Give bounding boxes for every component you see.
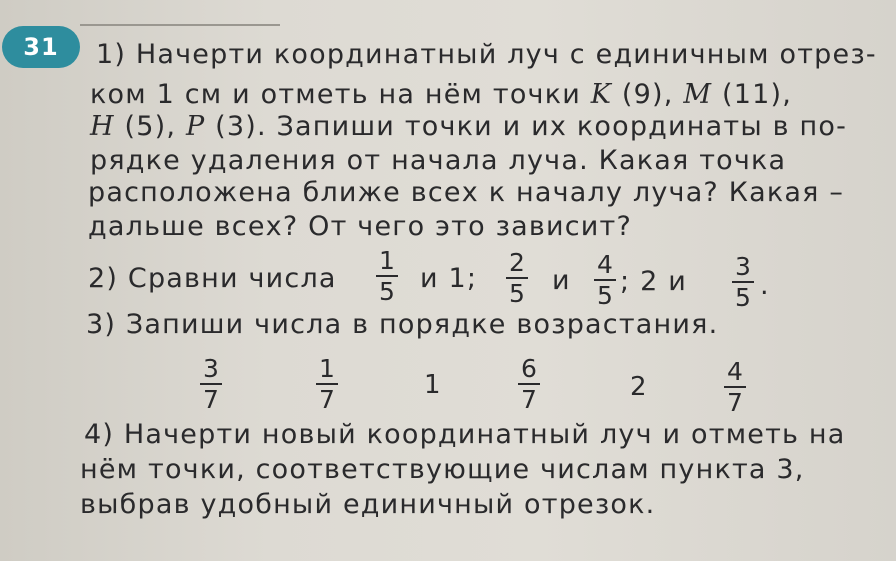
numerator: 3: [203, 354, 219, 383]
point-m: M: [683, 79, 713, 110]
text: (5),: [114, 111, 186, 142]
problem-4-line-2: нём точки, соответствующие числам пункта 3,: [80, 454, 805, 485]
point-p: P: [185, 111, 206, 142]
problem-2-label: 2) Сравни числа: [88, 263, 337, 294]
point-h: H: [90, 111, 115, 142]
text: и: [552, 265, 571, 296]
problem-4-line-3: выбрав удобный единичный отрезок.: [80, 489, 656, 520]
numerator: 2: [509, 248, 525, 277]
fraction: [200, 355, 222, 413]
number: 2: [630, 372, 647, 402]
fraction: [506, 249, 528, 307]
task-number-badge: [2, 26, 80, 68]
top-divider: [80, 24, 280, 26]
text: ; 2 и: [620, 266, 687, 297]
problem-1-line-1: 1) Начерти координатный луч с единичным отрез-: [96, 39, 877, 70]
denominator: 7: [521, 385, 537, 414]
problem-1-line-3: [90, 112, 847, 142]
problem-3-label: 3) Запиши числа в порядке возрастания.: [86, 309, 719, 340]
denominator: 5: [735, 283, 751, 312]
fraction: [594, 251, 616, 309]
text: (9),: [612, 79, 684, 110]
numerator: 6: [521, 354, 537, 383]
numerator: 1: [379, 246, 395, 275]
numerator: 3: [735, 252, 751, 281]
number: 1: [424, 370, 441, 400]
text: .: [760, 270, 770, 301]
task-number: 31: [23, 33, 59, 61]
fraction: [316, 355, 338, 413]
denominator: 5: [509, 279, 525, 308]
text: ком 1 см и отметь на нём точки: [90, 79, 591, 110]
problem-1-line-2: [90, 80, 792, 110]
denominator: 5: [379, 277, 395, 306]
fraction: [518, 355, 540, 413]
denominator: 5: [597, 281, 613, 310]
fraction: [732, 253, 754, 311]
point-k: K: [590, 79, 613, 110]
problem-1-line-5: расположена ближе всех к началу луча? Какая –: [88, 177, 845, 208]
fraction: [376, 247, 398, 305]
denominator: 7: [203, 385, 219, 414]
problem-1-line-4: рядке удаления от начала луча. Какая точка: [90, 145, 787, 176]
numerator: 1: [319, 354, 335, 383]
problem-1-line-6: дальше всех? От чего это зависит?: [88, 211, 633, 242]
numerator: 4: [597, 250, 613, 279]
text: (11),: [712, 79, 792, 110]
text: и 1;: [420, 263, 478, 294]
numerator: 4: [727, 357, 743, 386]
denominator: 7: [319, 385, 335, 414]
text: (3). Запиши точки и их координаты в по-: [205, 111, 848, 142]
denominator: 7: [727, 388, 743, 417]
problem-4-line-1: 4) Начерти новый координатный луч и отметь на: [84, 419, 846, 450]
fraction: [724, 358, 746, 416]
